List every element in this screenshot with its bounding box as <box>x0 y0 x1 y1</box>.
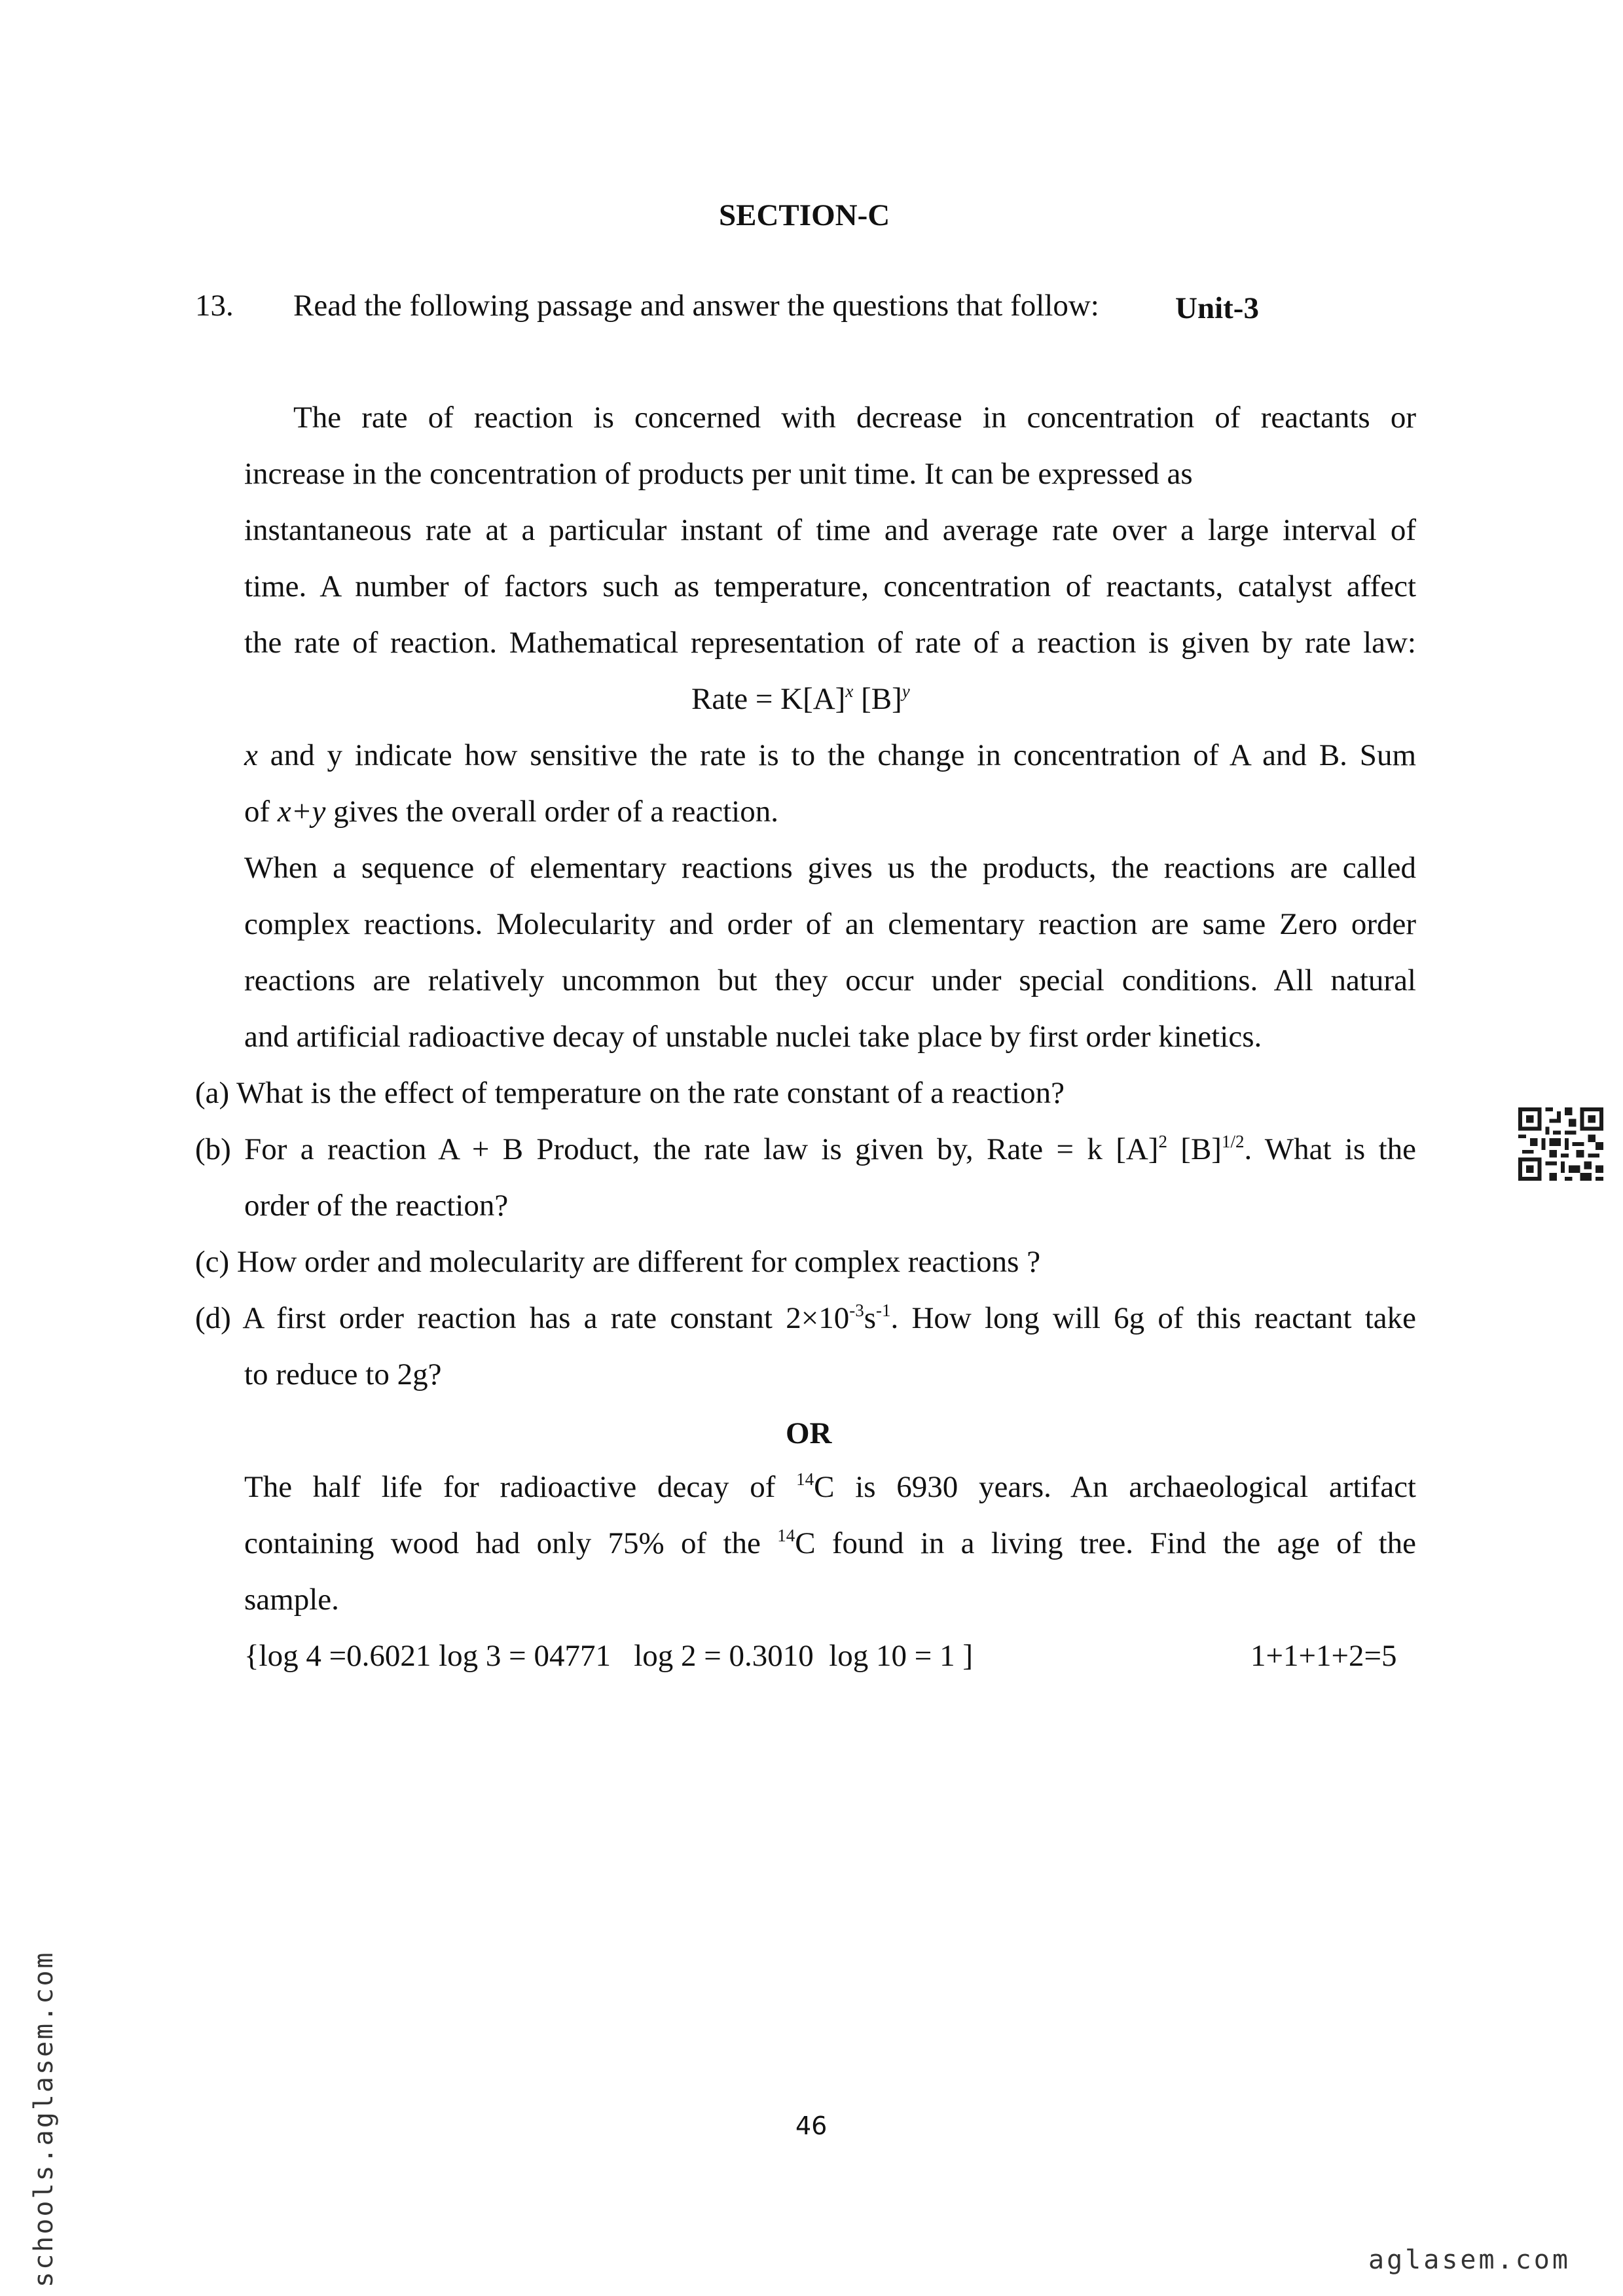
question-number: 13. <box>195 289 234 323</box>
alternative-line: The half life for radioactive decay of $^{14}$C is 6930 years. An archaeological artifact <box>244 1469 1416 1504</box>
subquestion-d: (d) A first order reaction has a rate constant $2\times 10^{-3}s^{-1}$. How long will 6g of this reactant take <box>195 1300 1417 1335</box>
question-instruction: Read the following passage and answer the questions that follow: <box>293 289 1099 323</box>
unit-label: Unit-3 <box>1175 291 1259 325</box>
rate-law-formula: Rate = $K[A]^x$ $[B]^y$ <box>691 681 910 716</box>
passage-line: increase in the concentration of products per unit time. It can be expressed as <box>244 457 1193 491</box>
alternative-line: containing wood had only 75% of the $^{14}$C found in a living tree. Find the age of the <box>244 1526 1417 1560</box>
subquestion-a: (a) What is the effect of temperature on the rate constant of a reaction? <box>195 1076 1065 1110</box>
page-number: 46 <box>795 2111 828 2140</box>
passage-line: The rate of reaction is concerned with decrease in concentration of reactants or <box>293 401 1416 435</box>
bottom-watermark: aglasem.com <box>1368 2245 1571 2275</box>
passage-line: When a sequence of elementary reactions gives us the products, the reactions are called <box>244 851 1416 885</box>
passage-line: reactions are relatively uncommon but they occur under special conditions. All natural <box>244 963 1416 997</box>
subquestion-b: (b) For a reaction A + B Product, the rate law is given by, Rate = k $[A]^2$ $[B]^{1/2}$. What is the <box>195 1132 1416 1166</box>
side-watermark: schools.aglasem.com <box>29 1950 59 2287</box>
passage-line: instantaneous rate at a particular instant of time and average rate over a large interval of <box>244 513 1416 547</box>
section-title: SECTION-C <box>719 198 890 232</box>
subquestion-d-continued: to reduce to 2g? <box>244 1357 442 1391</box>
passage-line: x and y indicate how sensitive the rate is to the change in concentration of A and B. Sum <box>244 738 1416 772</box>
passage-line: time. A number of factors such as temperature, concentration of reactants, catalyst affect <box>244 569 1416 603</box>
subquestion-b-continued: order of the reaction? <box>244 1189 509 1223</box>
passage-line: complex reactions. Molecularity and order of an clementary reaction are same Zero order <box>244 907 1416 941</box>
passage-line: of x+y gives the overall order of a reaction. <box>244 795 778 829</box>
alternative-line: sample. <box>244 1583 339 1617</box>
log-values: {log 4 =0.6021 log 3 = 04771 log 2 = 0.3010 log 10 = 1 ] <box>244 1639 973 1673</box>
qr-code <box>1518 1107 1604 1181</box>
or-separator: OR <box>786 1416 832 1450</box>
passage-line: and artificial radioactive decay of unstable nuclei take place by first order kinetics. <box>244 1020 1262 1054</box>
passage-line: the rate of reaction. Mathematical representation of rate of a reaction is given by rate law: <box>244 626 1416 660</box>
subquestion-c: (c) How order and molecularity are different for complex reactions ? <box>195 1245 1041 1279</box>
marks-distribution: 1+1+1+2=5 <box>1250 1639 1397 1673</box>
